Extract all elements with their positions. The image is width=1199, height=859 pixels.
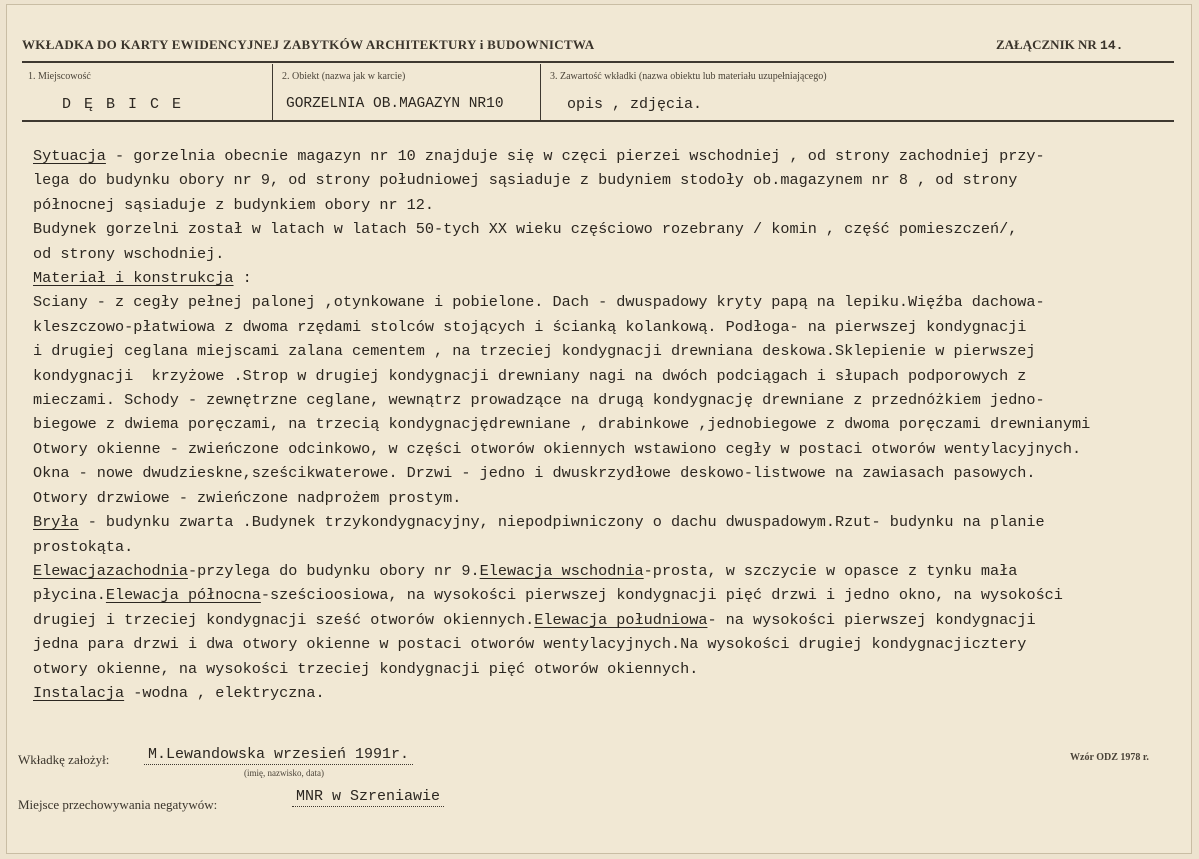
- section-heading-material: Materiał i konstrukcja: [33, 269, 234, 288]
- section-heading-situation: Sytuacja: [33, 147, 106, 165]
- text-line: -sześcioosiowa, na wysokości pierwszej kondygnacji pięć drzwi i jedno okno, na wysokości: [260, 586, 1063, 605]
- section-heading-east-elevation: Elewacja wschodnia: [479, 561, 644, 580]
- section-heading-mass: Bryła: [33, 513, 79, 532]
- text-line: i drugiej ceglana miejscami zalana cementem , na trzeciej kondygnacji drewniana deskowa.Sklepienie w pierwszej: [33, 342, 1036, 361]
- text-line: Okna - nowe dwudzieskne,sześcikwaterowe. Drzwi - jedno i dwuskrzydłowe deskowo-listwowe na zawiasach pasowych.: [33, 464, 1036, 483]
- text-line: Sciany - z cegły pełnej palonej ,otynkowane i pobielone. Dach - dwuspadowy kryty papą na lepiku.Więźba dachowa-: [33, 293, 1045, 312]
- text-line: -przylega do budynku obory nr 9.: [187, 561, 480, 580]
- card-title: WKŁADKA DO KARTY EWIDENCYJNEJ ZABYTKÓW ARCHITEKTURY i BUDOWNICTWA: [22, 37, 595, 52]
- field-contents-label: 3. Zawartość wkładki (nazwa obiektu lub materiału uzupełniającego): [550, 71, 827, 82]
- text-line: - budynku zwarta .Budynek trzykondygnacyjny, niepodpiwniczony o dachu dwuspadowym.Rzut- budynku na planie: [78, 513, 1045, 532]
- negatives-storage-value: MNR w Szreniawie: [292, 788, 444, 807]
- text-line: - na wysokości pierwszej kondygnacji: [707, 610, 1036, 629]
- annex-label: ZAŁĄCZNIK NR: [996, 37, 1097, 52]
- section-heading-north-elevation: Elewacja północna: [105, 586, 261, 605]
- text-line: od strony wschodniej.: [33, 244, 225, 263]
- created-by-hint: (imię, nazwisko, data): [244, 768, 324, 778]
- text-line: kleszczowo-płatwiowa z dwoma rzędami stolców stojących i ścianką kolankową. Podłoga- na pierwszej kondygnacji: [33, 317, 1027, 336]
- section-heading-installation: Instalacja: [33, 683, 125, 702]
- annex-number: [996, 37, 1123, 53]
- section-heading-west-elevation: Elewacjazachodnia: [33, 561, 188, 580]
- text-line: -wodna , elektryczna.: [124, 683, 325, 702]
- text-line: jedna para drzwi i dwa otwory okienne w postaci otworów wentylacyjnych.Na wysokości drugiej kondygnacjicztery: [33, 635, 1027, 654]
- text-line: drugiej i trzeciej kondygnacji sześć otworów okiennych.: [33, 610, 535, 629]
- text-line: - gorzelnia obecnie magazyn nr 10 znajduje się w częci pierzei wschodniej , od strony zachodniej przy-: [105, 147, 1045, 165]
- header-rule-bottom: [22, 120, 1174, 122]
- field-object-label: 2. Obiekt (nazwa jak w karcie): [282, 71, 406, 82]
- form-model-number: Wzór ODZ 1978 r.: [1070, 752, 1149, 763]
- field-contents-value: opis , zdjęcia.: [567, 96, 703, 113]
- text-line: -prosta, w szczycie w opasce z tynku mała: [643, 561, 1018, 580]
- section-heading-south-elevation: Elewacja południowa: [534, 610, 708, 629]
- field-locality-value: D Ę B I C E: [62, 96, 184, 113]
- field-object-value: GORZELNIA OB.MAGAZYN NR10: [286, 96, 504, 112]
- text-line: Otwory drzwiowe - zwieńczone nadprożem prostym.: [33, 488, 462, 507]
- field-divider-1: [272, 64, 273, 120]
- description-text: [33, 144, 1193, 705]
- text-line: otwory okienne, na wysokości trzeciej kondygnacji pięć otworów okiennych.: [33, 659, 699, 678]
- text-line: kondygnacji krzyżowe .Strop w drugiej kondygnacji drewniany nagi na dwóch podciągach i słupach podporowych z: [33, 366, 1027, 385]
- created-by-label: Wkładkę założył:: [18, 752, 110, 767]
- header-rule-top: [22, 61, 1174, 63]
- annex-number-value: 14.: [1100, 38, 1124, 53]
- created-by-value: M.Lewandowska wrzesień 1991r.: [144, 746, 413, 765]
- text-line: prostokąta.: [33, 537, 134, 556]
- text-line: płycina.: [33, 586, 106, 605]
- negatives-storage-label: Miejsce przechowywania negatywów:: [18, 797, 218, 812]
- text-line: północnej sąsiaduje z budynkiem obory nr 12.: [33, 195, 435, 214]
- field-divider-2: [540, 64, 541, 120]
- text-line: biegowe z dwiema poręczami, na trzecią kondygnacjędrewniane , drabinkowe ,jednobiegowe z dwoma poręczami drewnianymi: [33, 415, 1091, 434]
- text-line: :: [233, 269, 252, 288]
- text-line: Otwory okienne - zwieńczone odcinkowo, w części otworów okiennych wstawiono cegły w postaci otworów wentylacyjnych.: [33, 439, 1082, 458]
- text-line: mieczami. Schody - zewnętrzne ceglane, wewnątrz prowadzące na drugą kondygnację drewniane z przednóżkiem jedno-: [33, 391, 1045, 410]
- field-locality-label: 1. Miejscowość: [28, 71, 91, 82]
- text-line: lega do budynku obory nr 9, od strony południowej sąsiaduje z budyniem stodoły ob.magazynem nr 8 , od strony: [33, 171, 1018, 190]
- text-line: Budynek gorzelni został w latach w latach 50-tych XX wieku częściowo rozebrany / komin , część pomieszczeń/,: [33, 220, 1018, 239]
